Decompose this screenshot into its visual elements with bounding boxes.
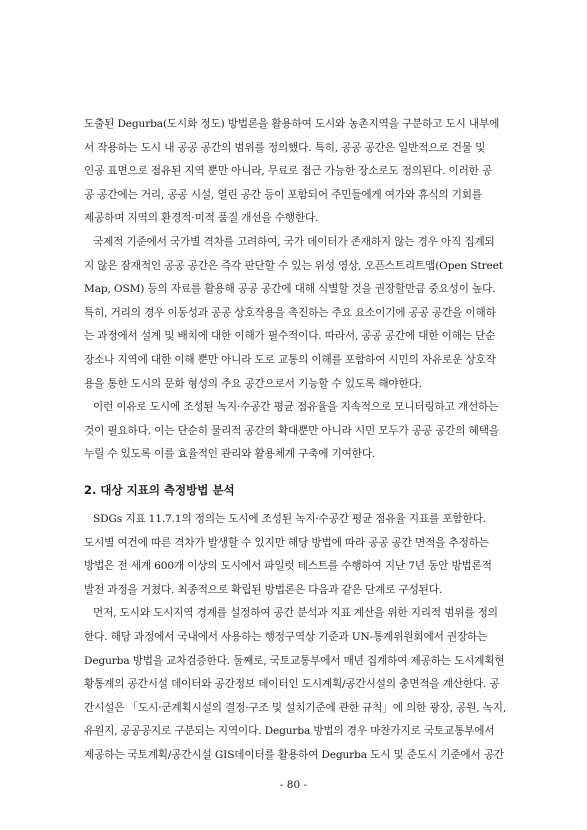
paragraph-2-line: 국제적 기준에서 국가별 격차를 고려하여, 국가 데이터가 존재하지 않는 경우 아직 집계되	[93, 236, 495, 248]
paragraph-2-line: 장소나 지역에 대한 이해 뿐만 아니라 도로 교통의 이해를 포함하여 시민의 자유로운 상호작	[84, 354, 496, 366]
paragraph-5-line: 간시설은 「도시·군계획시설의 결정·구조 및 설치기준에 관한 규칙」에 의한 광장, 공원, 녹지,	[84, 702, 507, 714]
paragraph-1-line: 제공하며 지역의 환경적·미적 품질 개선을 수행한다.	[84, 212, 319, 224]
paragraph-2-line: 특히, 거리의 경우 이동성과 공공 상호작용을 촉진하는 주요 요소이기에 공공 공간을 이해하	[84, 307, 496, 319]
paragraph-1-line: 도출된 Degurba(도시화 정도) 방법론을 활용하여 도시와 농촌지역을 구분하고 도시 내부에	[84, 118, 500, 130]
paragraph-2-line: 는 과정에서 설계 및 배치에 대한 이해가 필수적이다. 따라서, 공공 공간에 대한 이해는 단순	[84, 330, 496, 342]
paragraph-5-line: 황통계의 공간시설 데이터와 공간정보 데이터인 도시계획/공간시설의 충면적을 계산한다. 공	[84, 678, 500, 690]
paragraph-5-line: 먼저, 도시와 도시지역 경계를 설정하여 공간 분석과 지표 계산을 위한 지리적 범위를 정의	[93, 607, 498, 619]
page-number: - 80 -	[279, 779, 308, 791]
paragraph-3-line: 것이 필요하다. 이는 단순히 물리적 공간의 확대뿐만 아니라 시민 모두가 공공 공간의 혜택을	[84, 425, 499, 437]
paragraph-2-line: 지 않은 잠재적인 공공 공간은 즉각 판단할 수 있는 위성 영상, 오픈스트리트맵(Open Street	[84, 260, 503, 272]
paragraph-1-line: 인공 표면으로 점유된 지역 뿐만 아니라, 무료로 접근 가능한 장소로도 정의된다. 이러한 공	[84, 165, 493, 177]
paragraph-2-line: Map, OSM) 등의 자료를 활용해 공공 공간에 대해 식별할 것을 권장할만큼 중요성이 높다.	[84, 283, 496, 295]
paragraph-5-line: 한다. 해당 과정에서 국내에서 사용하는 행정구역상 기준과 UN-통계위원회에서 권장하는	[84, 631, 488, 643]
section-heading: 2. 대상 지표의 측정방법 분석	[84, 483, 235, 497]
paragraph-1-line: 서 작용하는 도시 내 공공 공간의 범위를 정의했다. 특히, 공공 공간은 일반적으로 건물 및	[84, 142, 486, 154]
paragraph-4-line: 방법은 전 세계 600개 이상의 도시에서 파일럿 테스트를 수행하여 지난 7년 동안 방법론적	[84, 560, 492, 572]
paragraph-4-line: 도시별 여건에 따른 격차가 발생할 수 있지만 해당 방법에 따라 공공 공간 면적을 추정하는	[84, 537, 489, 549]
paragraph-5-line: Degurba 방법을 교차검증한다. 둘째로, 국토교통부에서 매년 집계하여 제공하는 도시계획현	[84, 655, 505, 667]
paragraph-4-line: SDGs 지표 11.7.1의 정의는 도시에 조성된 녹지·수공간 평균 점유율 지표를 포함한다.	[93, 513, 486, 525]
paragraph-5-line: 유원지, 공공공지로 구분되는 지역이다. Degurba 방법의 경우 마찬가지로 국토교통부에서	[84, 725, 495, 737]
paragraph-2-line: 용을 통한 도시의 문화 형성의 주요 공간으로서 기능할 수 있도록 해야한다.	[84, 378, 422, 390]
paragraph-3-line: 누릴 수 있도록 이를 효율적인 관리와 활용체계 구축에 기여한다.	[84, 448, 376, 460]
paragraph-4-line: 발전 과정을 거쳤다. 최종적으로 확립된 방법론은 다음과 같은 단계로 구성된다.	[84, 584, 443, 596]
paragraph-3-line: 이런 이유로 도시에 조성된 녹지·수공간 평균 점유율을 지속적으로 모니터링하고 개선하는	[93, 401, 499, 413]
paragraph-5-line: 제공하는 국토계획/공간시설 GIS데이터를 활용하여 Degurba 도시 및 준도시 기준에서 공간	[84, 749, 504, 761]
paragraph-1-line: 공 공간에는 거리, 공공 시설, 열린 공간 등이 포함되어 주민들에게 여가와 휴식의 기회를	[84, 189, 482, 201]
